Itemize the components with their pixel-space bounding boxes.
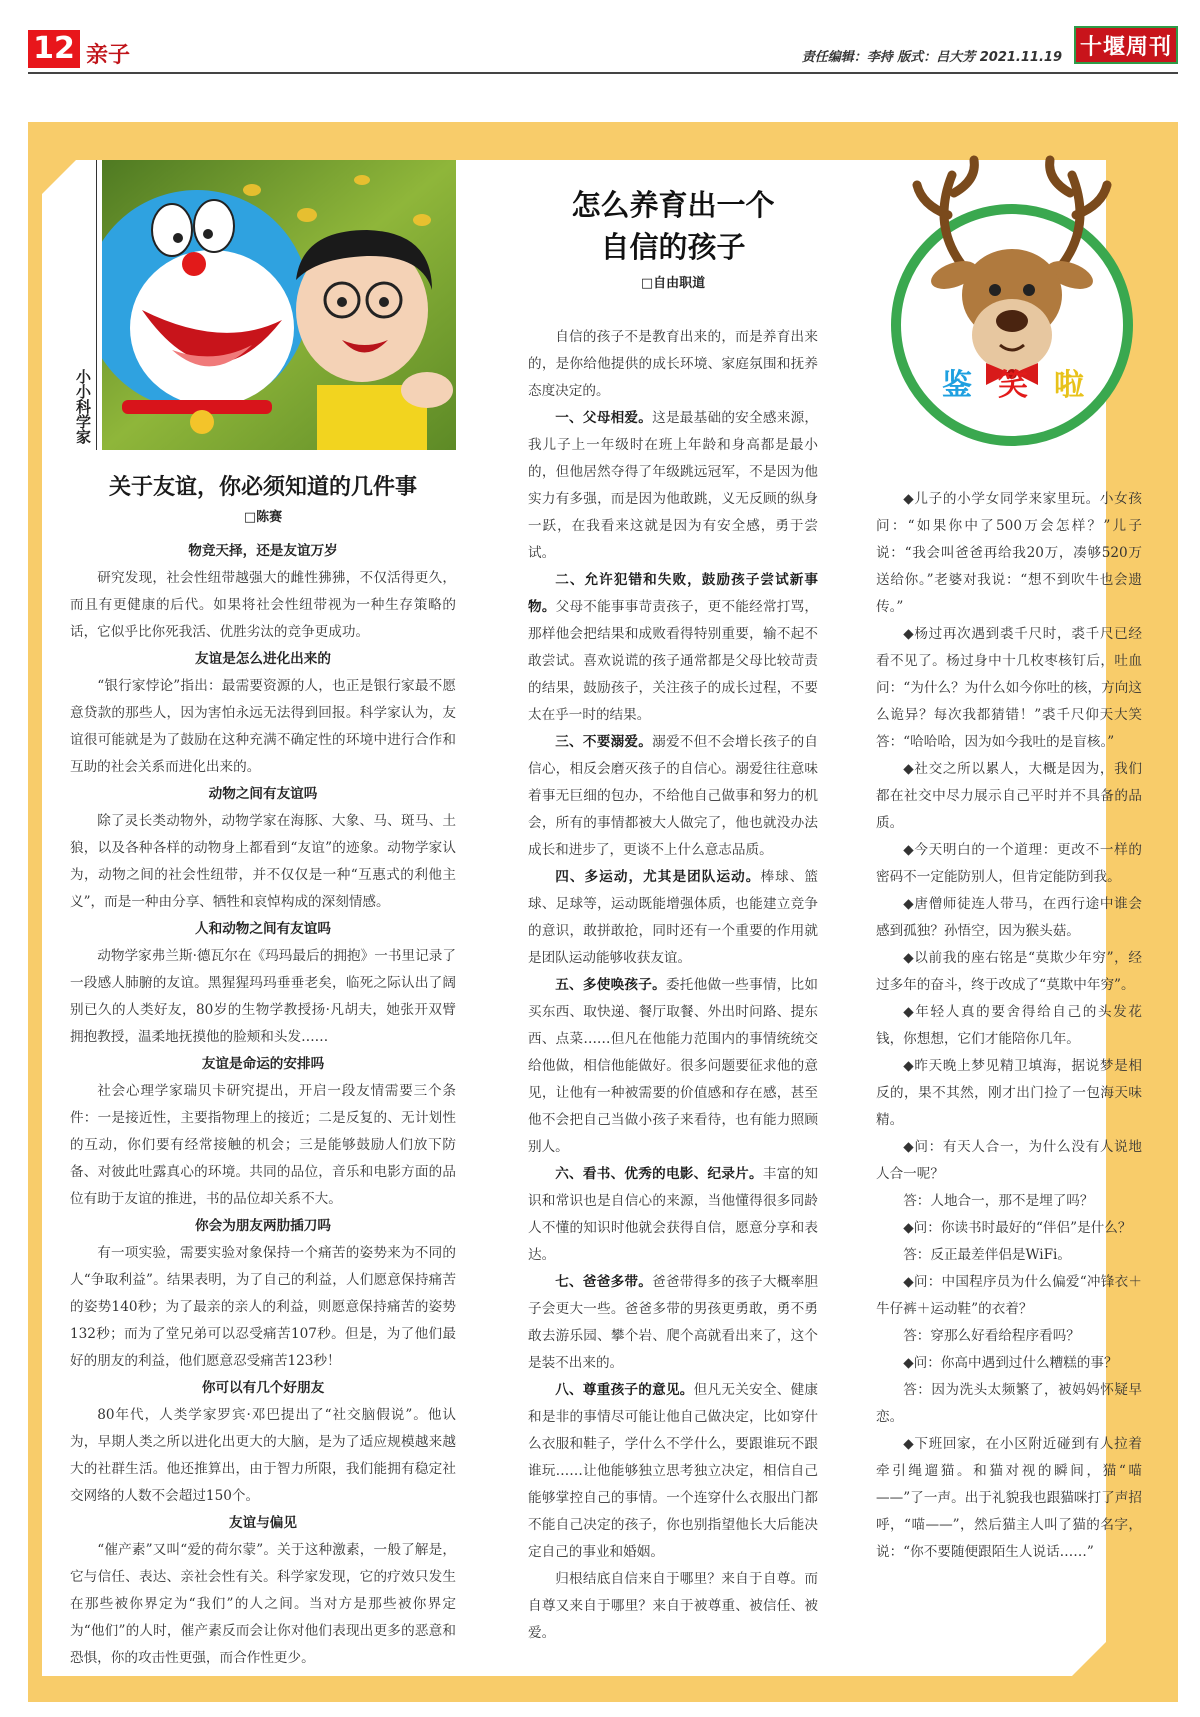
paragraph [528,1377,818,1566]
joke-item: ◆儿子的小学女同学来家里玩。小女孩问：“如果你中了500万会怎样？”儿子说：“我会叫爸爸再给我20万，凑够520万送给你。”老婆对我说：“想不到吹牛也会遗传。” [876,491,1142,615]
paragraph [528,1566,818,1647]
paragraph: 80年代，人类学家罗宾·邓巴提出了“社交脑假说”。他认为，早期人类之所以进化出更大的大脑，是为了适应规模越来越大的社群生活。他还推算出，由于智力所限，我们能拥有稳定社交网络的人数不会超过150个。 [70,1407,456,1504]
paragraph: “催产素”又叫“爱的荷尔蒙”。关于这种激素，一般了解是，它与信任、表达、亲社会性有关。科学家发现，它的疗效只发生在那些被你界定为“我们”的人之间。当对方是那些被你界定为“他们”的人时，催产素反而会让你对他们表现出更多的恶意和恐惧，你的攻击性更强，而合作性更少。 [70,1542,456,1666]
joke-item: ◆问：中国程序员为什么偏爱“冲锋衣＋牛仔裤＋运动鞋”的衣着？ [876,1274,1142,1317]
title-line: 自信的孩子 [600,230,746,264]
paragraph-text: 溺爱不但不会增长孩子的自信心，相反会磨灭孩子的自信心。溺爱往往意味着事无巨细的包办，不给他自己做事和努力的机会，所有的事情都被大人做完了，他也就没办法成长和进步了，更谈不上什么意志品质。 [528,734,819,858]
column-label-text: 小小科学家 [74,369,92,444]
paragraph: 除了灵长类动物外，动物学家在海豚、大象、马、斑马、土狼，以及各种各样的动物身上都看到“友谊”的迹象。动物学家认为，动物之间的社会性纽带，并不仅仅是一种“互惠式的利他主义”，而是一种由分享、牺牲和哀悼构成的深刻情感。 [70,813,456,910]
joke-item: ◆下班回家，在小区附近碰到有人拉着牵引绳遛猫。和猫对视的瞬间，猫“喵——”了一声。出于礼貌我也跟猫咪打了声招呼，“喵——”，然后猫主人叫了猫的名字，说：“你不要随便跟陌生人说话……” [876,1436,1142,1560]
paragraph-lead: 二、允许犯错和失败，鼓励孩子尝试新事物。 [528,572,818,615]
paragraph [528,729,818,864]
joke-item: ◆杨过再次遇到裘千尺时，裘千尺已经看不见了。杨过身中十几枚枣核钉后，吐血问：“为什么？为什么如今你吐的核，方向这么诡异？每次我都猜错！”裘千尺仰天大笑答：“哈哈哈，因为如今我吐的是盲核。” [876,626,1142,750]
paragraph [528,864,818,972]
frame-corner [1072,1642,1106,1676]
paragraph-lead: 八、尊重孩子的意见。 [555,1382,694,1398]
joke-item: ◆问：你高中遇到过什么糟糕的事？ [903,1355,1118,1371]
cartoon-photo [102,160,456,450]
joke-item: ◆年轻人真的要舍得给自己的头发花钱，你想想，它们才能陪你几年。 [876,1004,1142,1047]
subheading: 动物之间有友谊吗 [208,786,318,802]
reindeer-badge-illustration [882,145,1142,465]
paragraph-lead: 一、父母相爱。 [555,410,653,426]
joke-item: ◆问：你读书时最好的“伴侣”是什么？ [903,1220,1132,1236]
paragraph-text: 但凡无关安全、健康和是非的事情尽可能让他自己做决定，比如穿什么衣服和鞋子，学什么不学什么，要跟谁玩不跟谁玩……让他能够独立思考独立决定，相信自己能够掌控自己的事情。一个连穿什么衣服出门都不能自己决定的孩子，你也别指望他长大后能决定自己的事业和婚姻。 [528,1382,819,1560]
column-label [70,160,97,450]
paragraph-lead: 四、多运动，尤其是团队运动。 [555,869,761,885]
paragraph: 研究发现，社会性纽带越强大的雌性狒狒，不仅活得更久，而且有更健康的后代。如果将社会性纽带视为一种生存策略的话，它似乎比你死我活、优胜劣汰的竞争更成功。 [70,570,456,640]
joke-item: ◆社交之所以累人，大概是因为，我们都在社交中尽力展示自己平时并不具备的品质。 [876,761,1142,831]
subheading: 你会为朋友两肋插刀吗 [195,1218,331,1234]
subheading: 人和动物之间有友谊吗 [195,921,331,937]
badge-char: 鉴 [942,368,972,403]
subheading: 物竞天择，还是友谊万岁 [188,543,338,559]
editor-credits: 责任编辑：李持 版式：吕大芳 2021.11.19 [801,50,1062,65]
left-article-title: 关于友谊，你必须知道的几件事 [108,474,417,500]
badge-char: 笑 [998,368,1028,403]
paragraph-text: 委托他做一些事情，比如买东西、取快递、餐厅取餐、外出时问路、提东西、点菜……但凡在他能力范围内的事情统统交给他做，相信他能做好。很多问题要征求他的意见，让他有一种被需要的价值感和存在感，甚至他不会把自己当做小孩子来看待，也有能力照顾别人。 [528,977,819,1155]
joke-item: ◆以前我的座右铭是“莫欺少年穷”，经过多年的奋斗，终于改成了“莫欺中年穷”。 [876,950,1142,993]
page-number: 12 [28,30,80,68]
title-line: 怎么养育出一个 [571,188,775,222]
middle-article-body [528,324,818,1647]
joke-item: 答：人地合一，那不是埋了吗？ [903,1193,1094,1209]
paragraph [528,405,818,567]
paragraph-text: 自信的孩子不是教育出来的，而是养育出来的，是你给他提供的成长环境、家庭氛围和抚养态度决定的。 [528,329,818,399]
paragraph-lead: 七、爸爸多带。 [555,1274,653,1290]
paragraph [528,567,818,729]
feature-photo-block [70,160,456,450]
section-title: 亲子 [86,43,131,68]
paragraph [528,1269,818,1377]
paragraph-text: 丰富的知识和常识也是自信心的来源，当他懂得很多同龄人不懂的知识时他就会获得自信，愿意分享和表达。 [528,1166,819,1263]
middle-article-title [528,184,818,268]
newspaper-logo: 十堰周刊 [1074,26,1178,64]
joke-item: 答：因为洗头太频繁了，被妈妈怀疑早恋。 [876,1382,1142,1425]
left-article-body [70,538,456,1672]
paragraph: 有一项实验，需要实验对象保持一个痛苦的姿势来为不同的人“争取利益”。结果表明，为了自己的利益，人们愿意保持痛苦的姿势140秒；为了最亲的亲人的利益，则愿意保持痛苦的姿势132秒；而为了堂兄弟可以忍受痛苦107秒。但是，为了他们最好的朋友的利益，他们愿意忍受痛苦123秒！ [70,1245,456,1369]
paragraph: 动物学家弗兰斯·德瓦尔在《玛玛最后的拥抱》一书里记录了一段感人肺腑的友谊。黑猩猩玛玛垂垂老矣，临死之际认出了阔别已久的人类好友，80岁的生物学教授扬·凡胡夫，她张开双臂拥抱教授，温柔地抚摸他的脸颊和头发…… [70,948,456,1045]
paragraph-text: 父母不能事事苛责孩子，更不能经常打骂，那样他会把结果和成败看得特别重要，输不起不敢尝试。喜欢说谎的孩子通常都是父母比较苛责的结果，鼓励孩子，关注孩子的成长过程，不要太在乎一时的结果。 [528,599,818,723]
paragraph [528,972,818,1161]
paragraph-text: 棒球、篮球、足球等，运动既能增强体质，也能建立竞争的意识，敢拼敢抢，同时还有一个重要的作用就是团队运动能够收获友谊。 [528,869,819,966]
joke-item: ◆问：有天人合一，为什么没有人说地人合一呢？ [876,1139,1142,1182]
paragraph: 社会心理学家瑞贝卡研究提出，开启一段友情需要三个条件：一是接近性，主要指物理上的接近；二是反复的、无计划性的互动，你们要有经常接触的机会；三是能够鼓励人们放下防备、对彼此吐露真心的环境。共同的品位，音乐和电影方面的品位有助于友谊的推进，书的品位却关系不大。 [70,1083,456,1207]
joke-item: ◆唐僧师徒连人带马，在西行途中谁会感到孤独？孙悟空，因为猴头菇。 [876,896,1142,939]
paragraph [528,1161,818,1269]
subheading: 你可以有几个好朋友 [201,1380,325,1396]
subheading: 友谊是怎么进化出来的 [195,651,331,667]
paragraph-lead: 五、多使唤孩子。 [555,977,666,993]
subheading: 友谊与偏见 [229,1515,297,1531]
joke-item: 答：反正最差伴侣是WiFi。 [903,1247,1071,1263]
joke-item: 答：穿那么好看给程序看吗？ [903,1328,1080,1344]
header-divider [28,72,1178,74]
jokes-column [876,486,1142,1566]
joke-item: ◆昨天晚上梦见精卫填海，据说梦是相反的，果不其然，刚才出门捡了一包海天味精。 [876,1058,1142,1128]
middle-article-author: □自由职道 [640,276,706,291]
badge-char: 啦 [1054,368,1084,403]
paragraph-lead: 三、不要溺爱。 [555,734,653,750]
paragraph: “银行家悖论”指出：最需要资源的人，也正是银行家最不愿意贷款的那些人，因为害怕永远无法得到回报。科学家认为，友谊很可能就是为了鼓励在这种充满不确定性的环境中进行合作和互助的社会关系而进化出来的。 [70,678,456,775]
paragraph-text: 归根结底自信来自于哪里？来自于自尊。而自尊又来自于哪里？来自于被尊重、被信任、被爱。 [528,1571,818,1641]
subheading: 友谊是命运的安排吗 [201,1056,325,1072]
paragraph-lead: 六、看书、优秀的电影、纪录片。 [555,1166,763,1182]
joke-item: ◆今天明白的一个道理：更改不一样的密码不一定能防别人，但肯定能防到我。 [876,842,1142,885]
paragraph-text: 这是最基础的安全感来源，我儿子上一年级时在班上年龄和身高都是最小的，但他居然夺得了年级跳远冠军，不是因为他实力有多强，而是因为他敢跳，义无反顾的纵身一跃，在我看来这就是因为有安全感，勇于尝试。 [528,410,819,561]
paragraph-text: 爸爸带得多的孩子大概率胆子会更大一些。爸爸多带的男孩更勇敢，勇不勇敢去游乐园、攀个岩、爬个高就看出来了，这个是装不出来的。 [528,1274,819,1371]
left-article-author: □陈赛 [243,510,283,525]
paragraph [528,324,818,405]
page-header [28,24,1178,70]
